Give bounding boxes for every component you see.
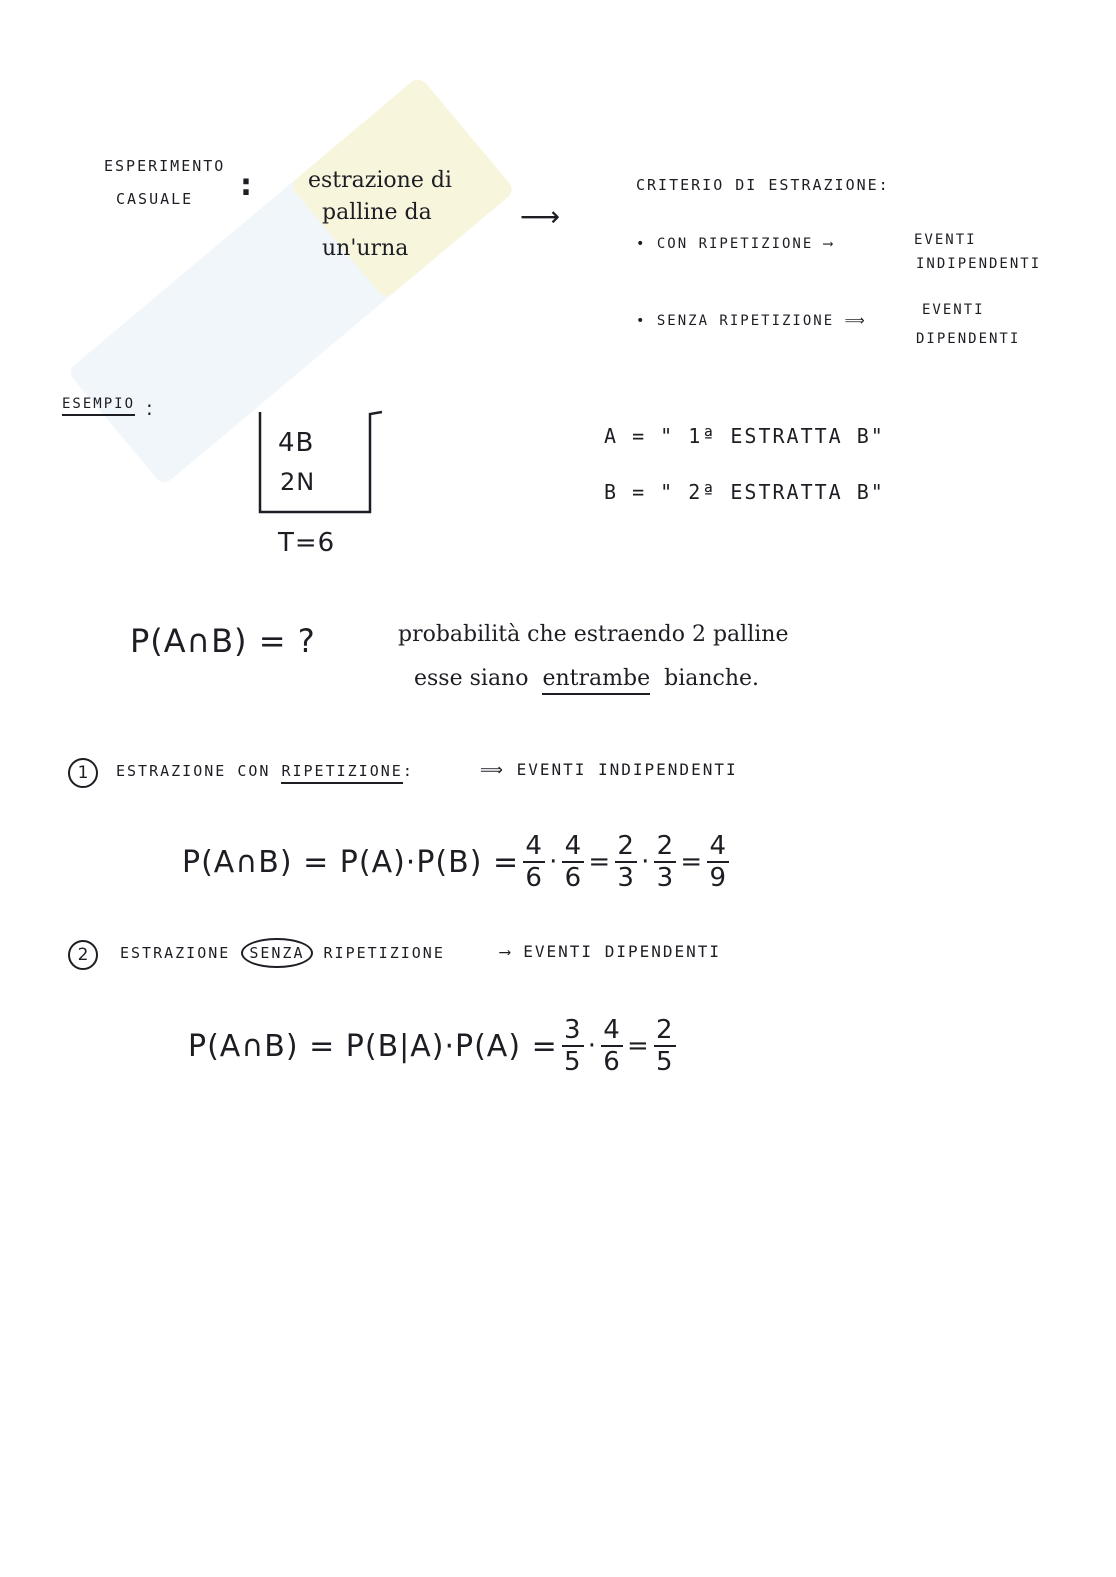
circled-number-2: 2 — [68, 940, 98, 970]
fraction-2-5: $\frac{2}{5}$ — [654, 1017, 676, 1075]
urn-white-balls: 4B — [278, 428, 315, 458]
case-1-equation: P(A∩B) = P(A)·P(B) = $\frac{4}{6}$ · $\frac{4}{6}$ = $\frac{2}{3}$ · $\frac{2}{3}$ = $\frac{4}{9}$ — [182, 832, 733, 892]
fraction-2-3-a: $\frac{2}{3}$ — [615, 833, 637, 891]
criterio-heading: CRITERIO DI ESTRAZIONE: — [636, 176, 890, 194]
fraction-3-5: $\frac{3}{5}$ — [562, 1017, 584, 1075]
urn-total: T=6 — [278, 528, 336, 558]
experiment-desc-3: un'urna — [322, 236, 409, 261]
esempio-colon: : — [146, 396, 153, 420]
fraction-4-6-a: $\frac{4}{6}$ — [523, 833, 545, 891]
fraction-4-6-b: $\frac{4}{6}$ — [562, 833, 584, 891]
case-2-equation: P(A∩B) = P(B|A)·P(A) = $\frac{3}{5}$ · $\frac{4}{6}$ = $\frac{2}{5}$ — [188, 1016, 680, 1076]
urn-drawing — [250, 408, 386, 518]
case-2-title-c: RIPETIZIONE — [323, 944, 445, 962]
case-2-number — [68, 940, 98, 970]
experiment-desc-1: estrazione di — [308, 168, 452, 193]
question-formula: P(A∩B) = ? — [130, 622, 316, 660]
question-description-2 — [414, 666, 759, 691]
colon: : — [240, 168, 252, 203]
question-description-1: probabilità che estraendo 2 palline — [398, 622, 789, 647]
case-2-title — [120, 944, 445, 962]
case-2-title-a: ESTRAZIONE — [120, 944, 231, 962]
case-1-title-ripetizione: RIPETIZIONE — [281, 762, 402, 784]
case-2-lhs: P(A∩B) = P(B|A)·P(A) = — [188, 1028, 558, 1064]
arrow-icon: ⟶ — [520, 200, 561, 233]
case-2-result: ⟶ EVENTI DIPENDENTI — [500, 942, 722, 961]
casuale-label: CASUALE — [116, 190, 194, 208]
senza-ripetizione: • SENZA RIPETIZIONE ⟹ — [636, 313, 867, 329]
case-1-result: ⟹ EVENTI INDIPENDENTI — [480, 760, 738, 779]
circled-number-1: 1 — [68, 758, 98, 788]
fraction-4-6: $\frac{4}{6}$ — [601, 1017, 623, 1075]
case-1-title-a: ESTRAZIONE CON — [116, 762, 271, 780]
con-result-1: EVENTI — [914, 232, 977, 248]
senza-result-1: EVENTI — [922, 302, 985, 318]
con-ripetizione: • CON RIPETIZIONE ⟶ — [636, 236, 835, 252]
desc-part-entrambe: entrambe — [542, 666, 650, 695]
case-1-title — [116, 762, 414, 780]
case-1-lhs: P(A∩B) = P(A)·P(B) = — [182, 844, 520, 880]
con-result-2: INDIPENDENTI — [916, 256, 1042, 272]
case-1-title-colon: : — [402, 762, 414, 780]
desc-part-a: esse siano — [414, 666, 529, 691]
case-1-number — [68, 758, 98, 788]
fraction-4-9: $\frac{4}{9}$ — [707, 833, 729, 891]
fraction-2-3-b: $\frac{2}{3}$ — [654, 833, 676, 891]
esempio-label: ESEMPIO — [62, 396, 135, 416]
esperimento-label: ESPERIMENTO — [104, 157, 226, 175]
urn-black-balls: 2N — [280, 468, 316, 496]
event-b-definition: B = " 2ª ESTRATTA B" — [604, 480, 885, 504]
case-2-title-senza: SENZA — [241, 938, 312, 968]
desc-part-c: bianche. — [664, 666, 760, 691]
event-a-definition: A = " 1ª ESTRATTA B" — [604, 424, 885, 448]
experiment-desc-2: palline da — [322, 200, 432, 225]
senza-result-2: DIPENDENTI — [916, 331, 1021, 347]
